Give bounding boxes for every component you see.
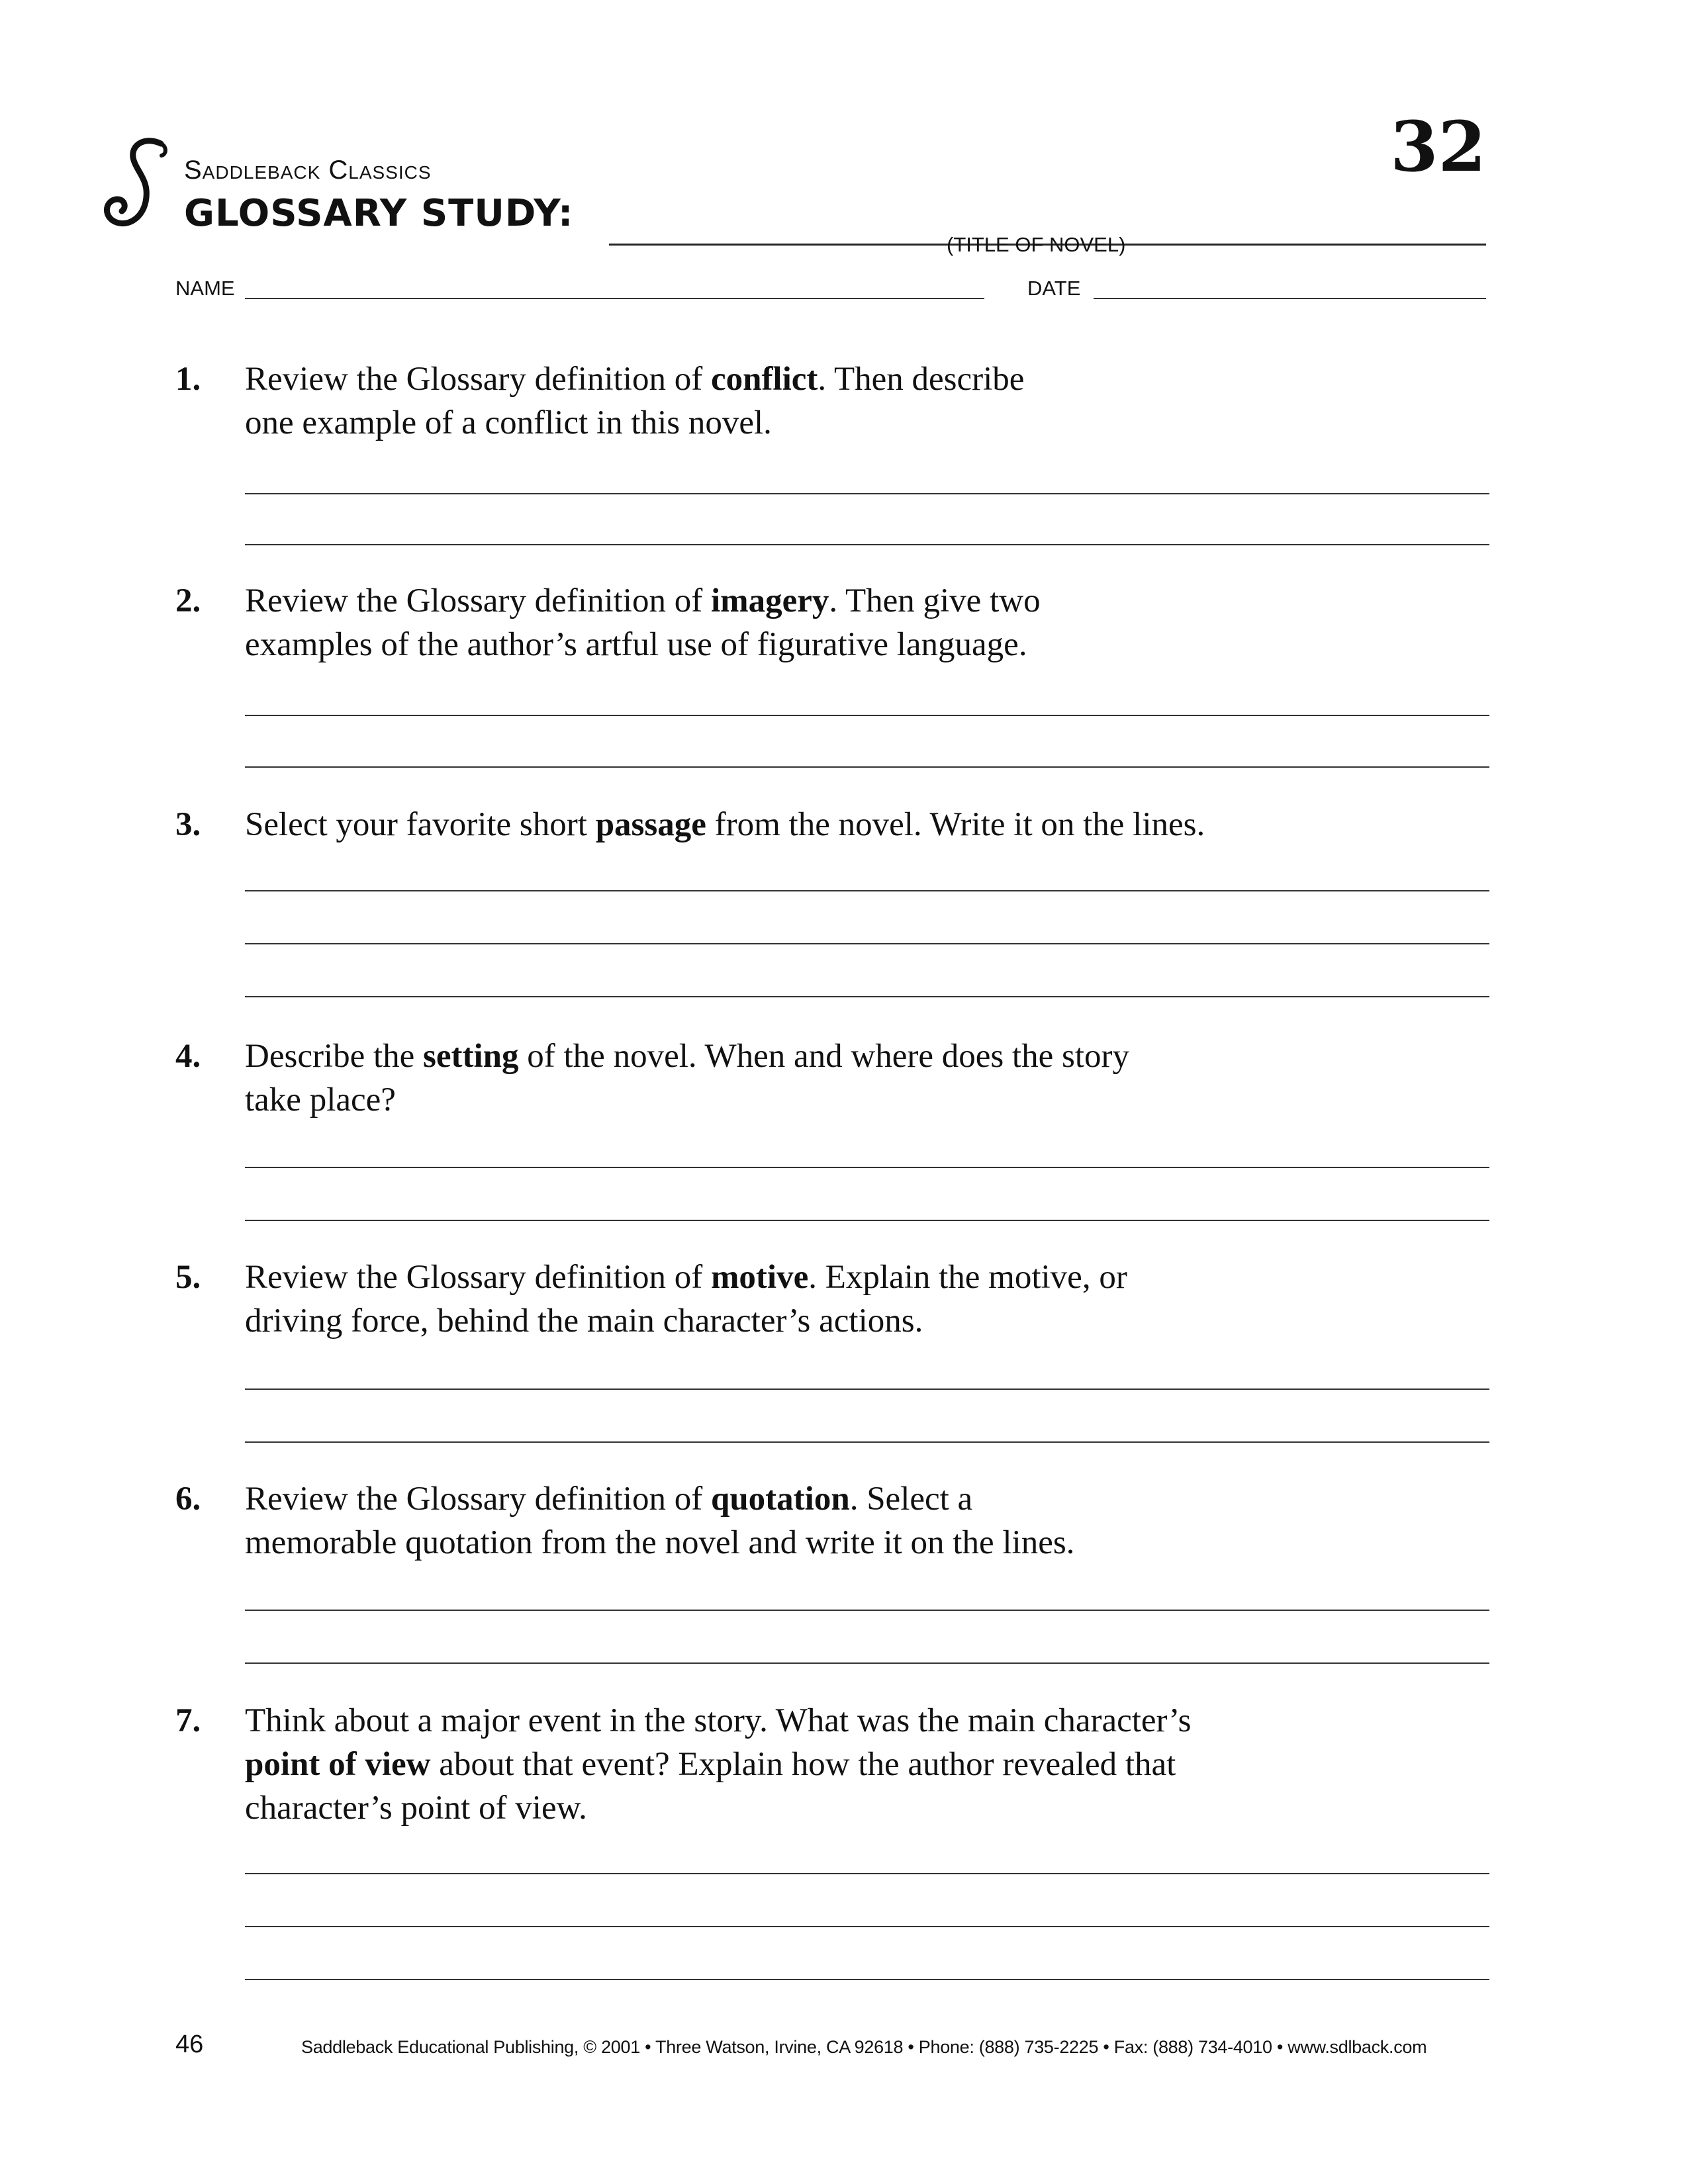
question-number: 5. bbox=[175, 1259, 201, 1296]
answer-line[interactable] bbox=[245, 1662, 1489, 1664]
answer-line[interactable] bbox=[245, 1388, 1489, 1390]
answer-line[interactable] bbox=[245, 1167, 1489, 1168]
question-prompt: Describe the setting of the novel. When and where does the story take place? bbox=[245, 1038, 1129, 1118]
answer-line[interactable] bbox=[245, 890, 1489, 891]
page-number: 46 bbox=[175, 2030, 204, 2058]
question-prompt: Think about a major event in the story. What was the main character’s point of view about that event? Explain how the author revealed that character’s point of view. bbox=[245, 1702, 1192, 1827]
name-field[interactable] bbox=[245, 298, 984, 299]
publisher-footer: Saddleback Educational Publishing, © 2001 • Three Watson, Irvine, CA 92618 • Phone: (888) 735-2225 • Fax: (888) 734-4010 • www.sdlback.com bbox=[301, 2037, 1427, 2057]
glossary-term: point of view bbox=[245, 1746, 431, 1783]
name-label: NAME bbox=[175, 277, 235, 300]
answer-line[interactable] bbox=[245, 1441, 1489, 1443]
worksheet-number: 32 bbox=[1390, 106, 1486, 187]
question-number: 7. bbox=[175, 1702, 201, 1739]
question-prompt: Select your favorite short passage from the novel. Write it on the lines. bbox=[245, 806, 1205, 843]
saddleback-logo bbox=[98, 136, 184, 242]
answer-line[interactable] bbox=[245, 1926, 1489, 1927]
question-prompt: Review the Glossary definition of quotation. Select a memorable quotation from the novel and write it on the lines. bbox=[245, 1480, 1075, 1561]
glossary-term: motive bbox=[710, 1259, 809, 1296]
answer-line[interactable] bbox=[245, 943, 1489, 944]
page-title: GLOSSARY STUDY: bbox=[184, 192, 574, 235]
question-prompt: Review the Glossary definition of imagery. Then give two examples of the author’s artful use of figurative language. bbox=[245, 582, 1041, 663]
question-prompt: Review the Glossary definition of motive. Explain the motive, or driving force, behind the main character’s actions. bbox=[245, 1259, 1127, 1340]
answer-line[interactable] bbox=[245, 1873, 1489, 1874]
question-number: 1. bbox=[175, 361, 201, 398]
answer-line[interactable] bbox=[245, 996, 1489, 997]
answer-line[interactable] bbox=[245, 493, 1489, 494]
novel-title-caption: (TITLE OF NOVEL) bbox=[947, 233, 1126, 256]
date-label: DATE bbox=[1027, 277, 1081, 300]
publisher-brand: Saddleback Classics bbox=[184, 156, 432, 185]
glossary-term: conflict bbox=[710, 361, 818, 398]
glossary-term: passage bbox=[595, 806, 706, 843]
question-number: 6. bbox=[175, 1480, 201, 1518]
glossary-term: imagery bbox=[710, 582, 829, 619]
answer-line[interactable] bbox=[245, 1979, 1489, 1980]
answer-line[interactable] bbox=[245, 715, 1489, 716]
glossary-term: quotation bbox=[710, 1480, 850, 1518]
question-number: 4. bbox=[175, 1038, 201, 1075]
answer-line[interactable] bbox=[245, 766, 1489, 768]
question-number: 3. bbox=[175, 806, 201, 843]
question-number: 2. bbox=[175, 582, 201, 619]
answer-line[interactable] bbox=[245, 1220, 1489, 1221]
question-prompt: Review the Glossary definition of conflict. Then describe one example of a conflict in this novel. bbox=[245, 361, 1025, 441]
answer-line[interactable] bbox=[245, 1610, 1489, 1611]
glossary-term: setting bbox=[423, 1038, 519, 1075]
date-field[interactable] bbox=[1094, 298, 1486, 299]
answer-line[interactable] bbox=[245, 544, 1489, 545]
